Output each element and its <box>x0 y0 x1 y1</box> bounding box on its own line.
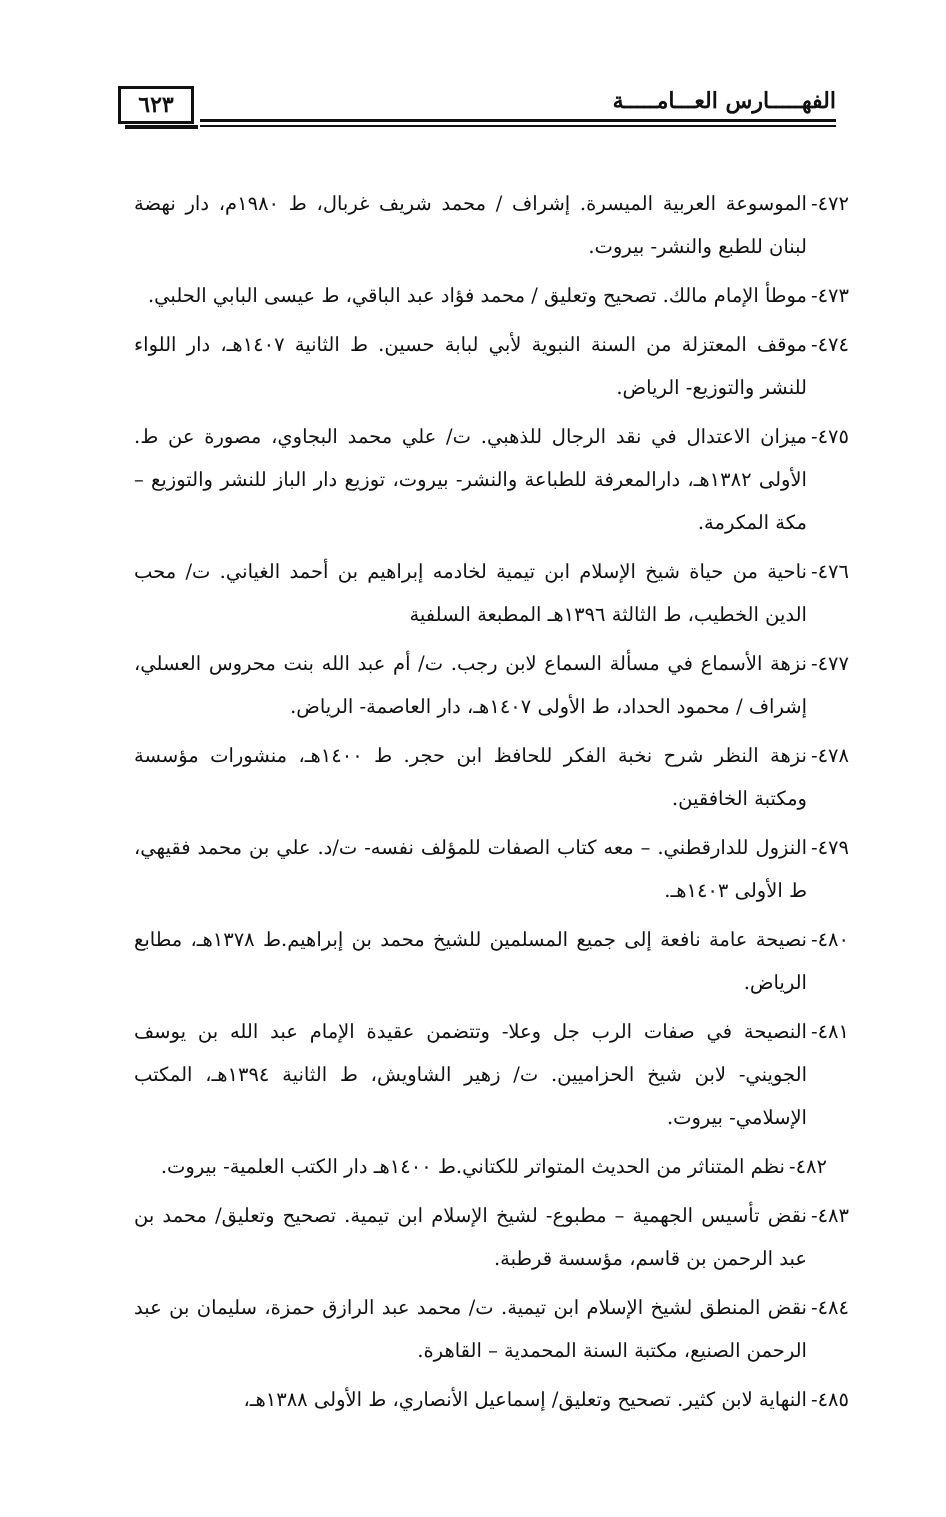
bibliography-entry-476 <box>134 550 849 636</box>
entry-text: النهاية لابن كثير. تصحيح وتعليق/ إسماعيل الأنصاري، ط الأولى ١٣٨٨هـ، <box>243 1388 807 1411</box>
entry-number: ٤٧٩- <box>810 836 849 859</box>
entry-number: ٤٨٣- <box>810 1204 849 1227</box>
entry-text: ناحية من حياة شيخ الإسلام ابن تيمية لخادمه إبراهيم بن أحمد الغياني. ت/ محب الدين الخطيب، ط الثالثة ١٣٩٦هـ المطبعة السلفية <box>134 560 807 626</box>
bibliography-entry-485 <box>134 1378 849 1421</box>
entry-number: ٤٨٥- <box>810 1388 849 1411</box>
entry-text: نزهة الأسماع في مسألة السماع لابن رجب. ت/ أم عبد الله بنت محروس العسلي، إشراف / محمود الحداد، ط الأولى ١٤٠٧هـ، دار العاصمة- الرياض. <box>134 652 807 718</box>
entry-number: ٤٧٥- <box>810 425 849 448</box>
entry-number: ٤٧٧- <box>810 652 849 675</box>
bibliography-entry-481 <box>134 1010 849 1139</box>
header-rule-secondary <box>200 125 836 127</box>
bibliography-entry-483 <box>134 1194 849 1280</box>
entry-text: ميزان الاعتدال في نقد الرجال للذهبي. ت/ علي محمد البجاوي، مصورة عن ط. الأولى ١٣٨٢هـ، دارالمعرفة للطباعة والنشر- بيروت، توزيع دار الباز للنشر والتوزيع – مكة المكرمة. <box>134 425 807 534</box>
bibliography-entry-477 <box>134 642 849 728</box>
entry-text: موقف المعتزلة من السنة النبوية لأبي لبابة حسين. ط الثانية ١٤٠٧هـ، دار اللواء للنشر والتوزيع- الرياض. <box>134 333 807 399</box>
bibliography-entry-475 <box>134 415 849 544</box>
entry-text: موطأ الإمام مالك. تصحيح وتعليق / محمد فؤاد عبد الباقي، ط عيسى البابي الحلبي. <box>147 284 807 307</box>
entry-text: الموسوعة العربية الميسرة. إشراف / محمد شريف غربال، ط ١٩٨٠م، دار نهضة لبنان للطبع والنشر- بيروت. <box>134 192 807 258</box>
entry-text: النزول للدارقطني. – معه كتاب الصفات للمؤلف نفسه- ت/د. علي بن محمد فقيهي، ط الأولى ١٤٠٣هـ. <box>134 836 807 902</box>
entry-number: ٤٧٢- <box>810 192 849 215</box>
bibliography-entry-474 <box>134 323 849 409</box>
entry-number: ٤٨٤- <box>810 1296 849 1319</box>
entry-text: نزهة النظر شرح نخبة الفكر للحافظ ابن حجر. ط ١٤٠٠هـ، منشورات مؤسسة ومكتبة الخافقين. <box>134 744 807 810</box>
entry-number: ٤٨٢- <box>788 1155 827 1178</box>
entry-number: ٤٨١- <box>810 1020 849 1043</box>
entry-number: ٤٨٠- <box>810 928 849 951</box>
entry-number: ٤٧٣- <box>810 284 849 307</box>
page-header <box>118 86 836 138</box>
bibliography-entry-484 <box>134 1286 849 1372</box>
running-title: الفهـــــارس العـــامـــــة <box>612 88 836 114</box>
entry-text: نقض المنطق لشيخ الإسلام ابن تيمية. ت/ محمد عبد الرازق حمزة، سليمان بن عبد الرحمن الصنيع، مكتبة السنة المحمدية – القاهرة. <box>134 1296 807 1362</box>
bibliography-entry-473 <box>134 274 849 317</box>
entry-number: ٤٧٦- <box>810 560 849 583</box>
bibliography-entry-479 <box>134 826 849 912</box>
entry-number: ٤٧٤- <box>810 333 849 356</box>
page-number: ٦٢٣ <box>118 86 194 124</box>
entry-text: نظم المتناثر من الحديث المتواتر للكتاني.ط ١٤٠٠هـ دار الكتب العلمية- بيروت. <box>160 1155 785 1178</box>
bibliography-entry-482 <box>134 1145 849 1188</box>
bibliography-entry-472 <box>134 182 849 268</box>
entry-text: نقض تأسيس الجهمية – مطبوع- لشيخ الإسلام ابن تيمية. تصحيح وتعليق/ محمد بن عبد الرحمن بن قاسم، مؤسسة قرطبة. <box>134 1204 807 1270</box>
entry-text: النصيحة في صفات الرب جل وعلا- وتتضمن عقيدة الإمام عبد الله بن يوسف الجويني- لابن شيخ الحزاميين. ت/ زهير الشاويش، ط الثانية ١٣٩٤هـ، المكتب الإسلامي- بيروت. <box>134 1020 807 1129</box>
bibliography-list <box>134 182 849 1427</box>
bibliography-entry-478 <box>134 734 849 820</box>
header-rule <box>200 119 836 122</box>
bibliography-entry-480 <box>134 918 849 1004</box>
entry-text: نصيحة عامة نافعة إلى جميع المسلمين للشيخ محمد بن إبراهيم.ط ١٣٧٨هـ، مطابع الرياض. <box>134 928 807 994</box>
entry-number: ٤٧٨- <box>810 744 849 767</box>
